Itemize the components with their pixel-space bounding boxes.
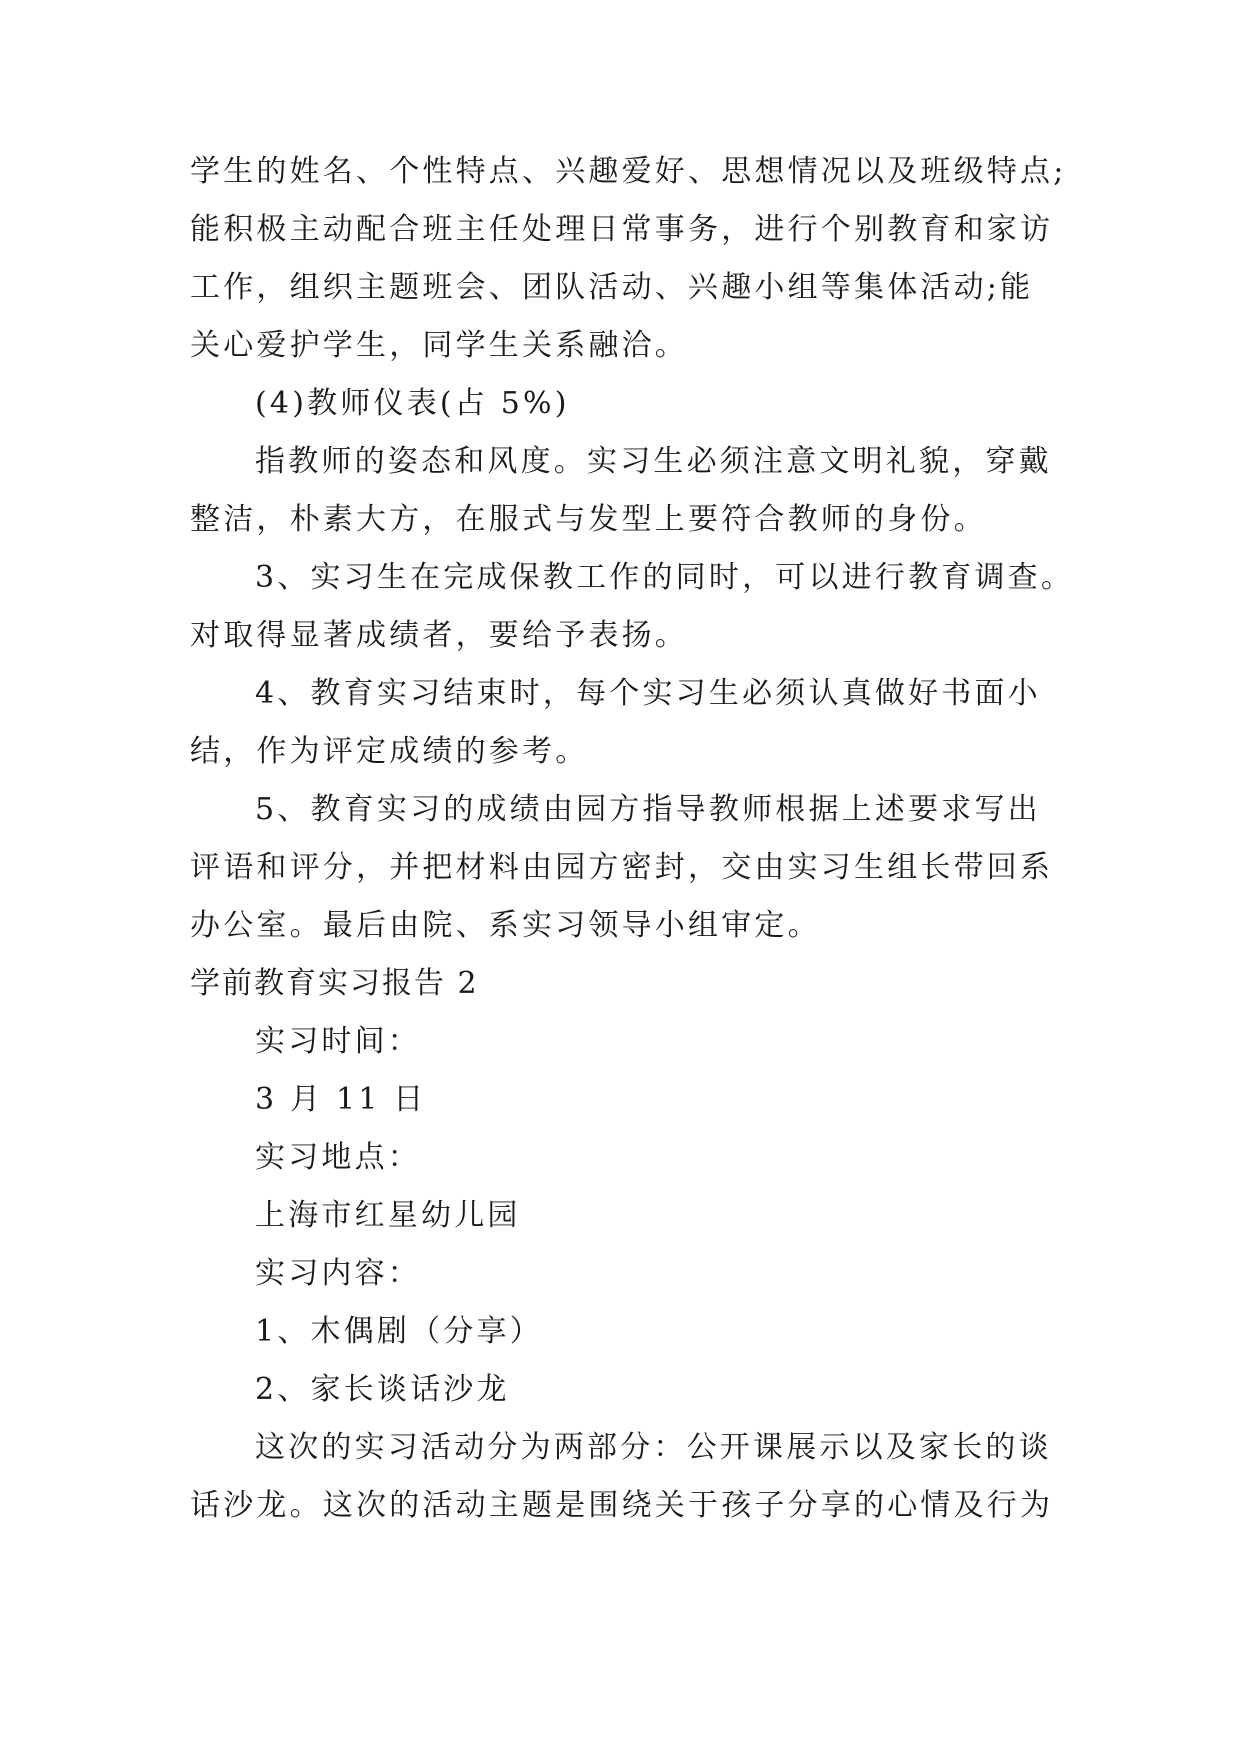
paragraph-line: 评语和评分，并把材料由园方密封，交由实习生组长带回系	[190, 850, 1054, 885]
section-title: 学前教育实习报告 2	[190, 966, 479, 1001]
list-item: 2、家长谈话沙龙	[255, 1372, 510, 1407]
paragraph-line: 4、教育实习结束时，每个实习生必须认真做好书面小	[255, 676, 1041, 711]
paragraph-line: 学生的姓名、个性特点、兴趣爱好、思想情况以及班级特点;	[190, 154, 1067, 189]
paragraph-line: 对取得显著成绩者，要给予表扬。	[190, 618, 688, 653]
paragraph-line: 结，作为评定成绩的参考。	[190, 734, 589, 769]
subsection-heading: (4)教师仪表(占 5%)	[255, 386, 570, 421]
paragraph-line: 整洁，朴素大方，在服式与发型上要符合教师的身份。	[190, 502, 987, 537]
paragraph-line: 能积极主动配合班主任处理日常事务，进行个别教育和家访	[190, 212, 1054, 247]
paragraph-line: 关心爱护学生，同学生关系融洽。	[190, 328, 688, 363]
paragraph-line: 3、实习生在完成保教工作的同时，可以进行教育调查。	[255, 560, 1075, 595]
field-label: 实习时间：	[255, 1024, 421, 1059]
field-label: 实习内容：	[255, 1256, 421, 1291]
paragraph-line: 指教师的姿态和风度。实习生必须注意文明礼貌，穿戴	[255, 444, 1052, 479]
paragraph-line: 5、教育实习的成绩由园方指导教师根据上述要求写出	[255, 792, 1041, 827]
paragraph-line: 办公室。最后由院、系实习领导小组审定。	[190, 908, 821, 943]
list-item: 1、木偶剧（分享）	[255, 1314, 543, 1349]
paragraph-line: 这次的实习活动分为两部分：公开课展示以及家长的谈	[255, 1430, 1052, 1465]
paragraph-line: 工作，组织主题班会、团队活动、兴趣小组等集体活动;能	[190, 270, 1034, 305]
field-value: 3 月 11 日	[255, 1082, 427, 1117]
field-label: 实习地点：	[255, 1140, 421, 1175]
field-value: 上海市红星幼儿园	[255, 1198, 521, 1233]
paragraph-line: 话沙龙。这次的活动主题是围绕关于孩子分享的心情及行为	[190, 1488, 1054, 1523]
